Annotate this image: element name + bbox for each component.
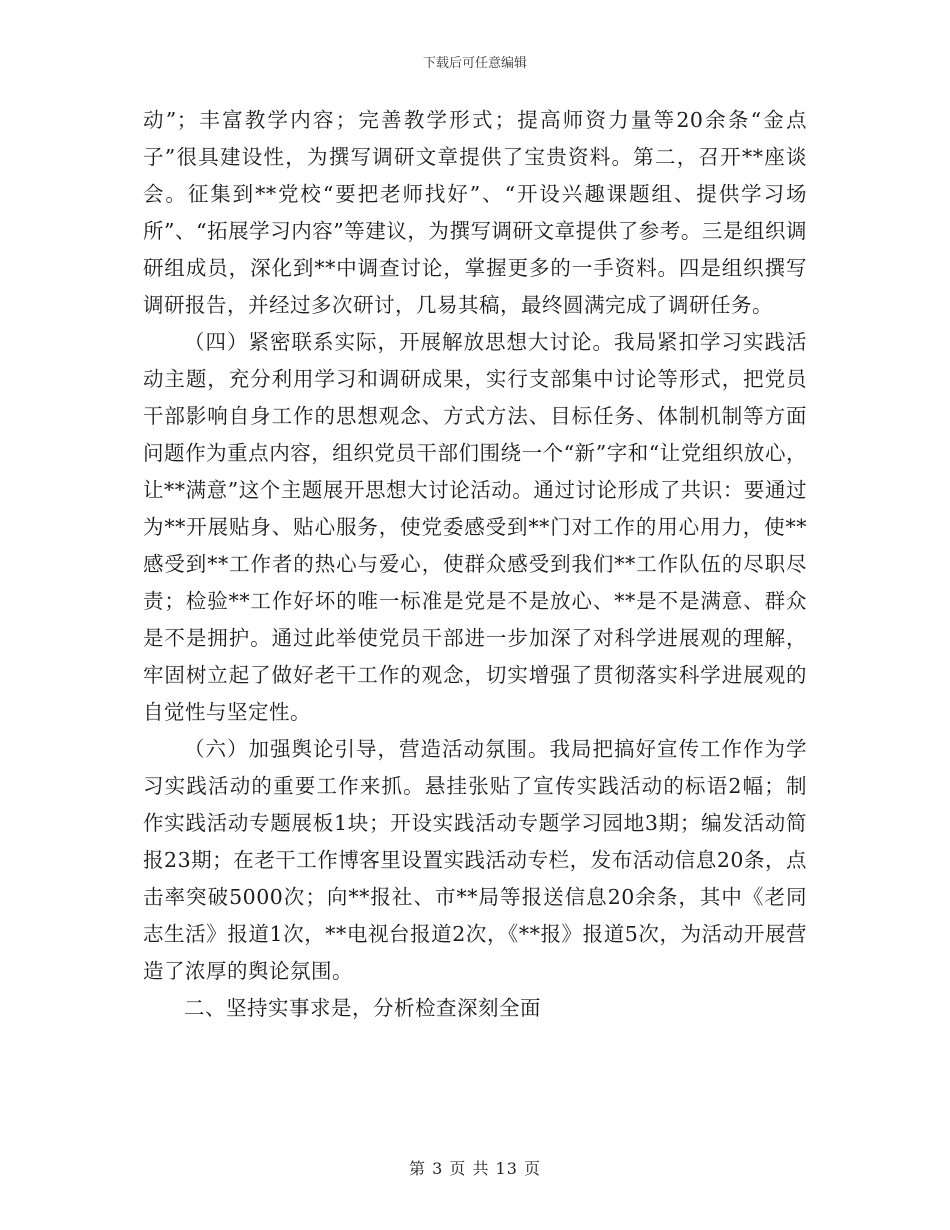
document-body <box>143 102 807 1027</box>
page-header: 下载后可任意编辑 <box>422 56 527 71</box>
page-number-footer: 第 3 页 共 13 页 <box>409 1159 541 1178</box>
paragraph-section-four: （四）紧密联系实际，开展解放思想大讨论。我局紧扣学习实践活动主题，充分利用学习和调研成果，实行支部集中讨论等形式，把党员干部影响自身工作的思想观念、方式方法、目标任务、体制机制等方面问题作为重点内容，组织党员干部们围绕一个“新”字和“让党组织放心，让**满意”这个主题展开思想大讨论活动。通过讨论形成了共识：要通过为**开展贴身、贴心服务，使党委感受到**门对工作的用心用力，使**感受到**工作者的热心与爱心，使群众感受到我们**工作队伍的尽职尽责；检验**工作好坏的唯一标准是党是不是放心、**是不是满意、群众是不是拥护。通过此举使党员干部进一步加深了对科学进展观的理解，牢固树立起了做好老干工作的观念，切实增强了贯彻落实科学进展观的自觉性与坚定性。 <box>143 330 807 724</box>
section-heading-two: 二、坚持实事求是，分析检查深刻全面 <box>184 996 541 1020</box>
paragraph-section-six: （六）加强舆论引导，营造活动氛围。我局把搞好宣传工作作为学习实践活动的重要工作来抓。悬挂张贴了宣传实践活动的标语2幅；制作实践活动专题展板1块；开设实践活动专题学习园地3期；编发活动简报23期；在老干工作博客里设置实践活动专栏，发布活动信息20条，点击率突破5000次；向**报社、市**局等报送信息20余条，其中《老同志生活》报道1次，**电视台报道2次，《**报》报道5次，为活动开展营造了浓厚的舆论氛围。 <box>143 737 807 983</box>
paragraph-continuation: 动”；丰富教学内容；完善教学形式；提高师资力量等20余条“金点子”很具建设性，为撰写调研文章提供了宝贵资料。第二，召开**座谈会。征集到**党校“要把老师找好”、“开设兴趣课题组、提供学习场所”、“拓展学习内容”等建议，为撰写调研文章提供了参考。三是组织调研组成员，深化到**中调查讨论，掌握更多的一手资料。四是组织撰写调研报告，并经过多次研讨，几易其稿，最终圆满完成了调研任务。 <box>143 108 807 317</box>
